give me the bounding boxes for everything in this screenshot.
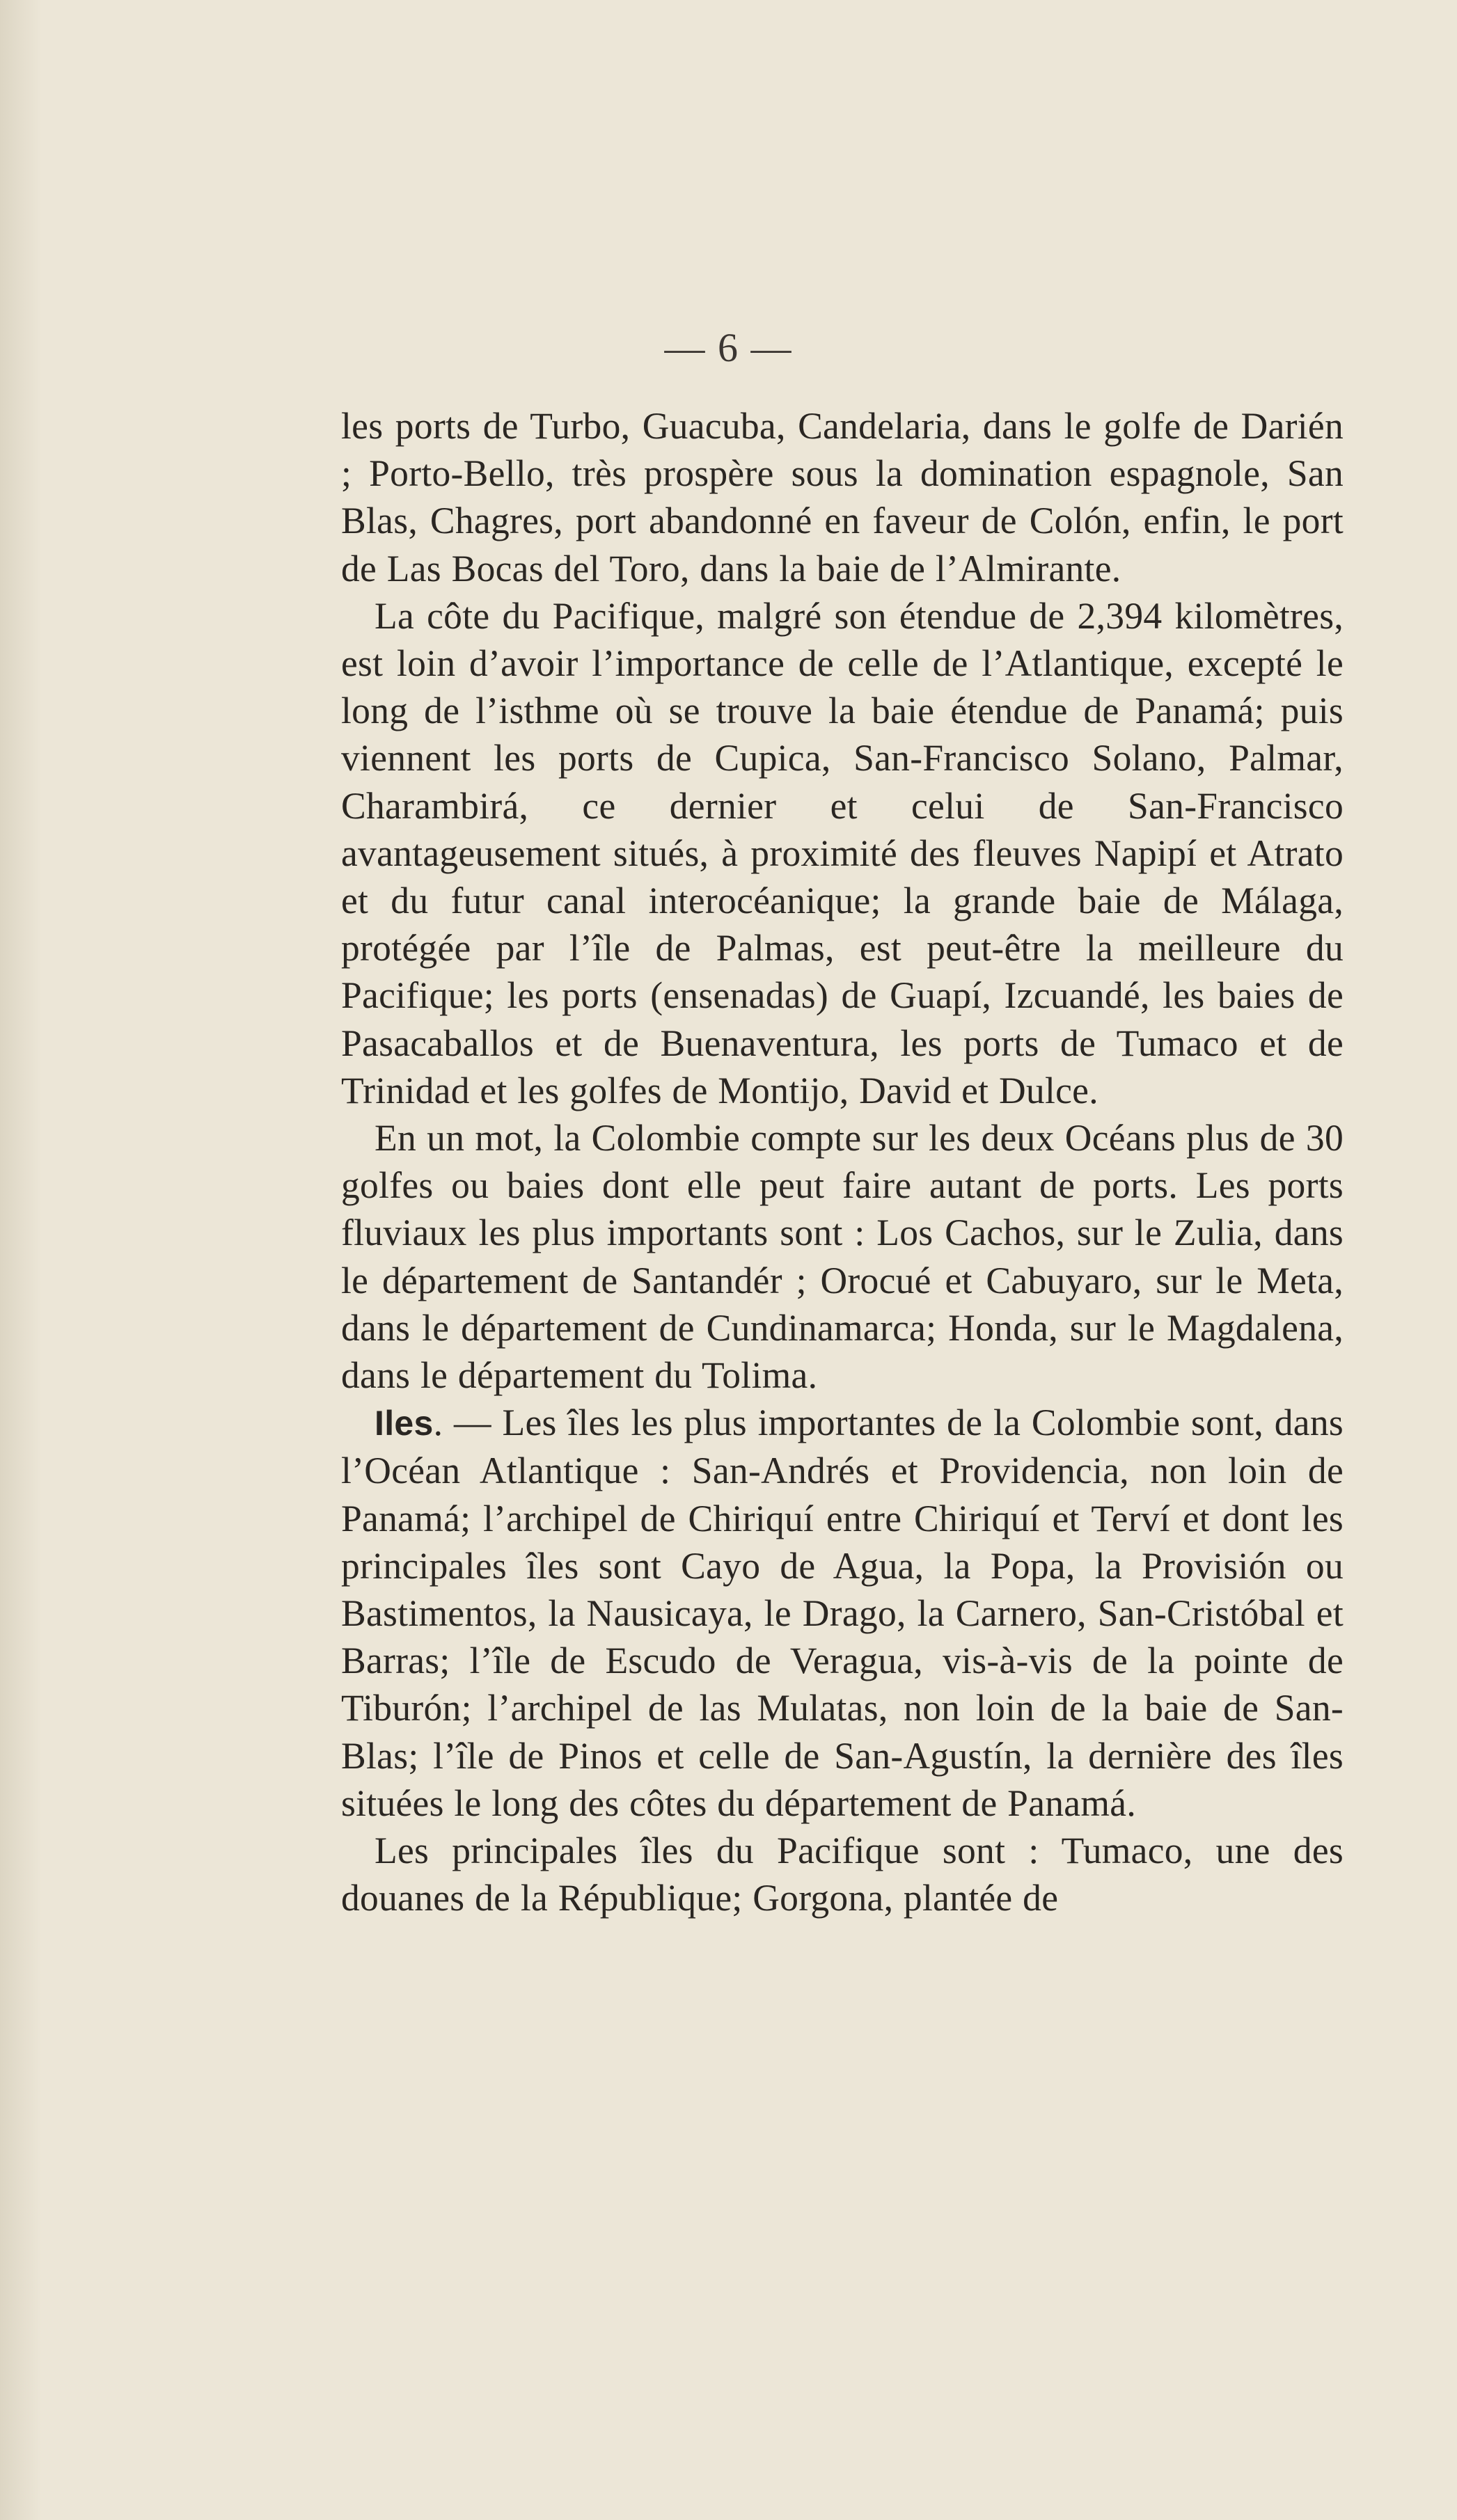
paragraph-atlantic-ports: les ports de Turbo, Guacuba, Candelaria, dans le golfe de Darién ; Porto-Bello, très prospère sous la domination espagnole, San Blas, Chagres, port abandonné en faveur de Colón, enfin, le port de Las Bocas del Toro, dans la baie de l’Almirante. <box>341 405 1344 589</box>
paragraph-ports-summary: En un mot, la Colombie compte sur les deux Océans plus de 30 golfes ou baies dont elle peut faire autant de ports. Les ports fluviaux les plus importants sont : Los Cachos, sur le Zulia, dans le département de Santandér ; Orocué et Cabuyaro, sur le Meta, dans le département de Cundinamarca; Honda, sur le Magdalena, dans le département du Tolima. <box>341 1117 1344 1397</box>
section-heading-iles: Iles <box>375 1404 434 1443</box>
paragraph-pacific-coast: La côte du Pacifique, malgré son étendue de 2,394 kilomètres, est loin d’avoir l’importance de celle de l’Atlantique, excepté le long de l’isthme où se trouve la baie étendue de Panamá; puis viennent les ports de Cupica, San-Francisco Solano, Palmar, Charambirá, ce dernier et celui de San-Francisco avantageusement situés, à proximité des fleuves Napipí et Atrato et du futur canal interocéanique; la grande baie de Málaga, protégée par l’île de Palmas, est peut-être la meilleure du Pacifique; les ports (ensenadas) de Guapí, Izcuandé, les baies de Pasacaballos et de Buenaventura, les ports de Tumaco et de Trinidad et les golfes de Montijo, David et Dulce. <box>341 594 1344 1111</box>
paragraph-pacific-islands: Les principales îles du Pacifique sont : Tumaco, une des douanes de la République; Gorgona, plantée de <box>341 1830 1344 1919</box>
page-number: — 6 — <box>664 325 793 370</box>
paragraph-atlantic-islands <box>341 1399 1344 1827</box>
paragraph-text: . — Les îles les plus importantes de la Colombie sont, dans l’Océan Atlantique : San-Andrés et Providencia, non loin de Panamá; l’archipel de Chiriquí entre Chiriquí et Terví et dont les principales îles sont Cayo de Agua, la Popa, la Provisión ou Bastimentos, la Nausicaya, le Drago, la Carnero, San-Cristóbal et Barras; l’île de Escudo de Veragua, vis-à-vis de la pointe de Tiburón; l’archipel de las Mulatas, non loin de la baie de San-Blas; l’île de Pinos et celle de San-Agustín, la dernière des îles situées le long des côtes du département de Panamá. <box>341 1402 1344 1824</box>
body-text <box>341 402 1344 1922</box>
